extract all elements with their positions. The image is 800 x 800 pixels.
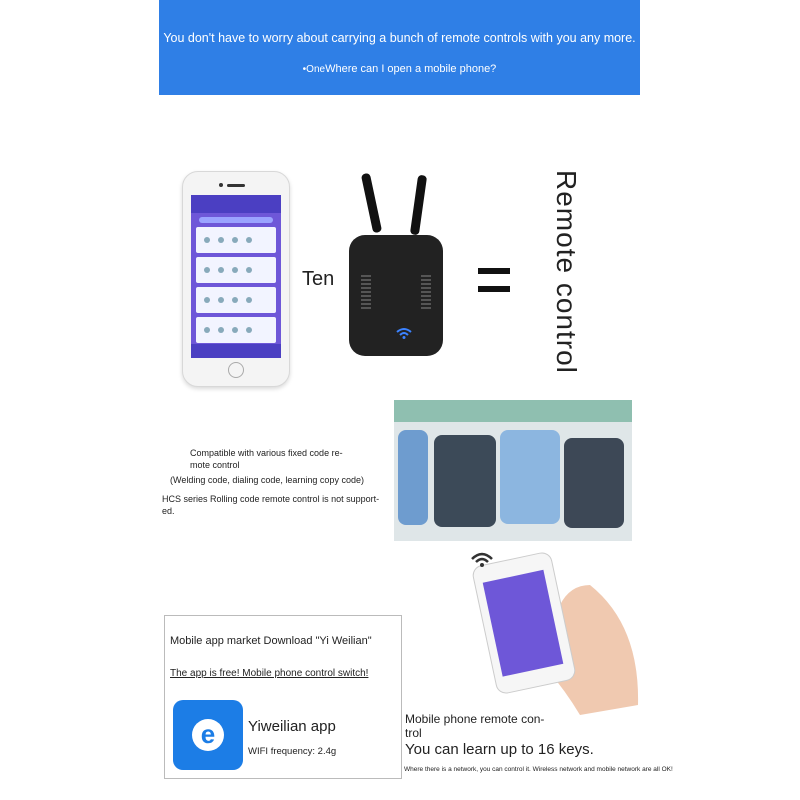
download-text: Mobile app market Download "Yi Weilian" (170, 635, 372, 647)
phone-camera (219, 183, 223, 187)
phone-app-header (191, 195, 281, 213)
banner-subline-prefix: •One (302, 64, 326, 75)
app-logo-letter: e (192, 719, 224, 751)
phone-app-card (196, 317, 276, 343)
phone-app-card (196, 257, 276, 283)
hand-phone-image (470, 545, 650, 715)
learn-keys-headline: You can learn up to 16 keys. (405, 741, 594, 758)
free-text: The app is free! Mobile phone control switch! (170, 668, 369, 679)
antenna-right (410, 175, 427, 236)
remote-control-label (548, 170, 588, 380)
top-banner (159, 0, 640, 95)
phone-app-card (196, 227, 276, 253)
phone-image (182, 171, 290, 387)
banner-subline (159, 63, 640, 75)
phone-speaker (227, 184, 245, 187)
antenna-left (361, 173, 382, 234)
learn-line-1: Mobile phone remote con- (405, 712, 545, 726)
compat-line-2: mote control (190, 460, 240, 470)
remote-fobs-photo (394, 400, 632, 541)
compat-line-4: HCS series Rolling code remote control is not support- (162, 494, 380, 504)
app-name: Yiweilian app (248, 718, 336, 735)
yiweilian-app-icon[interactable] (173, 700, 243, 770)
remote-control-text: Remote control (551, 170, 582, 374)
phone-screen (191, 195, 281, 358)
compat-line-5: ed. (162, 506, 175, 516)
network-footer: Where there is a network, you can control it. Wireless network and mobile network are all OK! (404, 766, 673, 773)
banner-subline-text: Where can I open a mobile phone? (325, 63, 497, 75)
phone-app-card (196, 287, 276, 313)
ten-label: Ten (302, 268, 335, 290)
compat-line-3: (Welding code, dialing code, learning copy code) (170, 475, 364, 485)
wifi-frequency: WIFI frequency: 2.4g (248, 746, 337, 757)
equals-sign (478, 268, 510, 292)
phone-app-pill (199, 217, 273, 223)
compat-line-1: Compatible with various fixed code re- (190, 448, 343, 458)
phone-home-button (228, 362, 244, 378)
learn-line-2: trol (405, 726, 422, 740)
banner-headline: You don't have to worry about carrying a bunch of remote controls with you any more. (163, 31, 636, 45)
wifi-led-icon (396, 326, 412, 336)
phone-app-tabbar (191, 344, 281, 358)
